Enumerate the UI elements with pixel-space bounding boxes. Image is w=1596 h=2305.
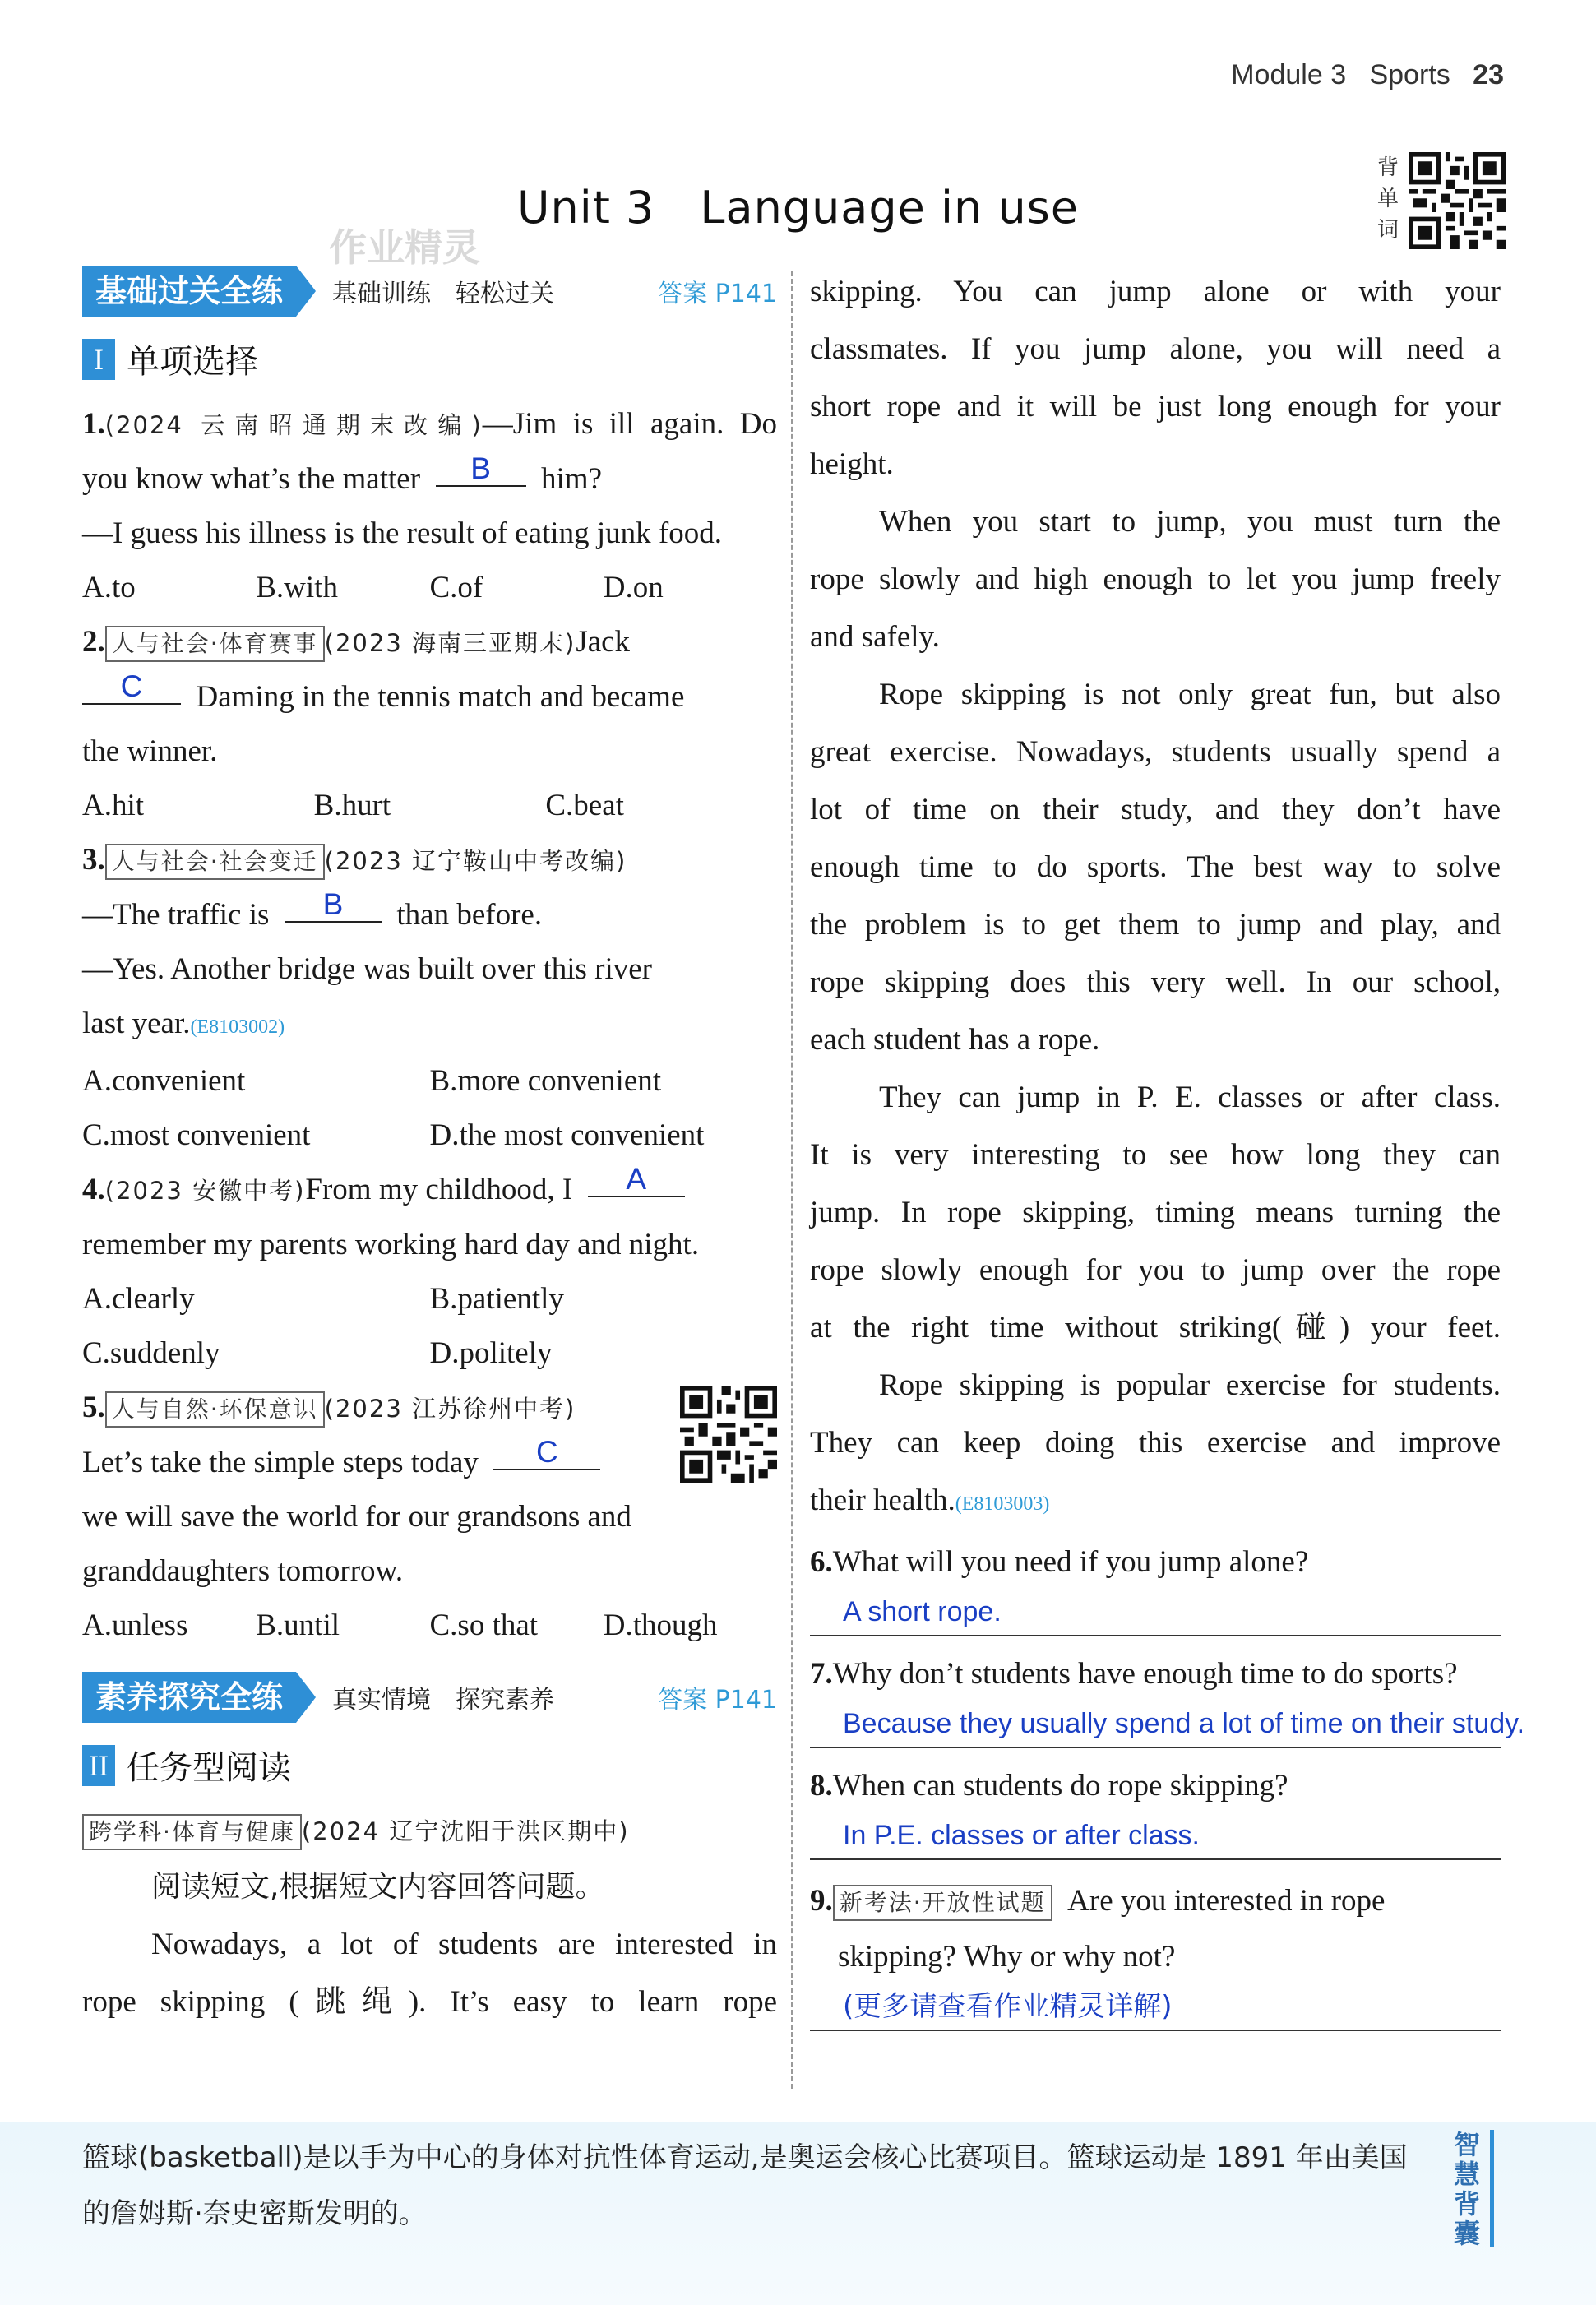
passage-line: short rope and it will be just long enough for your bbox=[810, 390, 1501, 424]
topic-tag: 人与社会·社会变迁 bbox=[105, 844, 325, 880]
question-1 bbox=[82, 397, 777, 615]
question-3 bbox=[82, 833, 777, 1163]
question-number: 5. bbox=[82, 1391, 105, 1424]
topic-tag: 人与社会·体育赛事 bbox=[105, 626, 325, 662]
question-line: granddaughters tomorrow. bbox=[82, 1554, 404, 1588]
question-source: (2023 辽宁鞍山中考改编) bbox=[324, 847, 627, 875]
banner-tag: 素养探究全练 bbox=[82, 1672, 296, 1723]
column-divider bbox=[791, 271, 793, 2089]
question-line: —I guess his illness is the result of eating junk food. bbox=[82, 516, 722, 550]
question-number: 2. bbox=[82, 625, 105, 659]
question-9 bbox=[810, 1872, 1501, 2031]
question-line bbox=[82, 833, 777, 888]
question-number: 8. bbox=[810, 1769, 833, 1803]
option[interactable]: D.though bbox=[603, 1608, 718, 1642]
question-text: Are you interested in rope bbox=[1067, 1884, 1386, 1918]
qr-caption bbox=[1376, 152, 1400, 246]
passage-line: each student has a rope. bbox=[810, 1023, 1100, 1057]
answer-reference[interactable]: 答案 P141 bbox=[658, 280, 777, 308]
question-2 bbox=[82, 615, 777, 833]
option[interactable]: D.the most convenient bbox=[429, 1118, 705, 1152]
unit-title: Unit 3 Language in use bbox=[516, 182, 1080, 234]
option[interactable]: B.more convenient bbox=[429, 1064, 662, 1098]
question-text: Daming in the tennis match and became bbox=[196, 680, 685, 714]
answer-reference[interactable]: 答案 P141 bbox=[658, 1686, 777, 1715]
option[interactable]: A.clearly bbox=[82, 1282, 195, 1316]
question-line: remember my parents working hard day and night. bbox=[82, 1228, 700, 1261]
tip-text: 篮球(basketball)是以手为中心的身体对抗性体育运动,是奥运会核心比赛项目。篮球运动是 1891 年由美国的詹姆斯·奈史密斯发明的。 bbox=[82, 2141, 1408, 2230]
section-number: II bbox=[82, 1745, 115, 1786]
option[interactable]: A.unless bbox=[82, 1608, 188, 1642]
question-line bbox=[82, 1436, 777, 1490]
question-number: 9. bbox=[810, 1884, 833, 1918]
option[interactable]: B.with bbox=[256, 571, 338, 604]
passage-line: classmates. If you jump alone, you will need a bbox=[810, 332, 1501, 366]
option[interactable]: A.hit bbox=[82, 789, 145, 822]
option[interactable]: C.suddenly bbox=[82, 1336, 220, 1370]
topic-tag: 新考法·开放性试题 bbox=[833, 1885, 1052, 1921]
passage-line: great exercise. Nowadays, students usually spend a bbox=[810, 735, 1501, 769]
option[interactable]: C.beat bbox=[545, 789, 624, 822]
question-text: last year. bbox=[82, 1007, 191, 1040]
question-8 bbox=[810, 1760, 1501, 1860]
answer-blank[interactable]: B bbox=[436, 452, 526, 487]
question-line: the winner. bbox=[82, 734, 218, 768]
question-line bbox=[82, 1381, 777, 1436]
passage-line: skipping. You can jump alone or with your bbox=[810, 275, 1501, 308]
section-title: 任务型阅读 bbox=[127, 1749, 291, 1787]
topic-tag: 人与自然·环保意识 bbox=[105, 1391, 325, 1428]
question-source: (2024 云南昭通期末改编) bbox=[104, 411, 483, 439]
option[interactable]: A.convenient bbox=[82, 1064, 246, 1098]
question-line bbox=[82, 1163, 777, 1218]
banner-explore bbox=[82, 1669, 777, 1725]
question-6 bbox=[810, 1536, 1501, 1636]
right-column bbox=[810, 263, 1525, 2043]
question-text: you know what’s the matter bbox=[82, 462, 421, 496]
banner-subtitle: 真实情境 探究素养 bbox=[332, 1686, 555, 1715]
passage-line: height. bbox=[810, 447, 894, 481]
question-line bbox=[810, 1760, 1501, 1812]
question-line bbox=[82, 888, 777, 942]
passage-line: rope slowly and high enough to let you jump freely bbox=[810, 562, 1501, 596]
passage-text: their health. bbox=[810, 1483, 955, 1517]
options-row bbox=[82, 1599, 777, 1653]
reading-source: (2024 辽宁沈阳于洪区期中) bbox=[301, 1817, 630, 1845]
passage-line: rope skipping does this very well. In our school, bbox=[810, 965, 1501, 999]
answer-line[interactable]: Because they usually spend a lot of time on their study. bbox=[810, 1701, 1501, 1748]
question-line bbox=[82, 997, 777, 1054]
qr-code-icon[interactable] bbox=[680, 1386, 777, 1483]
question-line bbox=[810, 1648, 1501, 1701]
reading-passage-continued bbox=[810, 263, 1501, 1533]
watermark: 作业精灵 bbox=[329, 225, 480, 270]
passage-line: and safely. bbox=[810, 620, 940, 654]
question-text: From my childhood, I bbox=[305, 1173, 573, 1206]
passage-line: enough time to do sports. The best way to solve bbox=[810, 850, 1501, 884]
left-column bbox=[82, 263, 777, 2031]
question-code[interactable]: (E8103002) bbox=[190, 1016, 285, 1038]
passage-line: Nowadays, a lot of students are interested in bbox=[151, 1928, 777, 1961]
options-row bbox=[82, 1272, 777, 1326]
passage-line: Rope skipping is not only great fun, but also bbox=[879, 678, 1501, 711]
question-text: Jack bbox=[576, 625, 631, 659]
passage-line bbox=[810, 1472, 1501, 1533]
option[interactable]: B.hurt bbox=[313, 789, 391, 822]
question-number: 7. bbox=[810, 1657, 833, 1691]
question-line bbox=[82, 615, 777, 670]
question-number: 1. bbox=[82, 407, 105, 441]
question-4 bbox=[82, 1163, 777, 1381]
answer-blank[interactable]: C bbox=[82, 670, 181, 705]
question-text: Let’s take the simple steps today bbox=[82, 1446, 479, 1479]
options-row bbox=[82, 561, 777, 615]
qr-caption-char: 背 bbox=[1376, 155, 1399, 180]
question-text: him? bbox=[541, 462, 603, 496]
passage-line: rope skipping (跳绳). It’s easy to learn rope bbox=[82, 1985, 777, 2019]
qr-code-icon[interactable] bbox=[1409, 152, 1506, 249]
passage-line: at the right time without striking(碰) your feet. bbox=[810, 1311, 1501, 1345]
running-head bbox=[1231, 59, 1504, 91]
question-7 bbox=[810, 1648, 1525, 1748]
question-line bbox=[82, 670, 777, 724]
passage-line: jump. In rope skipping, timing means turning the bbox=[810, 1196, 1501, 1229]
question-text: than before. bbox=[396, 898, 543, 932]
answer-blank[interactable]: C bbox=[493, 1436, 600, 1470]
passage-line: They can keep doing this exercise and improve bbox=[810, 1426, 1501, 1460]
answer-line[interactable]: In P.E. classes or after class. bbox=[810, 1812, 1501, 1860]
options-row bbox=[82, 1054, 777, 1109]
topic-label: Sports bbox=[1369, 59, 1450, 90]
banner-subtitle: 基础训练 轻松过关 bbox=[332, 280, 555, 308]
question-number: 4. bbox=[82, 1173, 105, 1206]
options-row bbox=[82, 779, 777, 833]
question-line bbox=[82, 397, 777, 452]
question-source: (2023 海南三亚期末) bbox=[324, 629, 576, 657]
option[interactable]: C.so that bbox=[429, 1608, 539, 1642]
options-row bbox=[82, 1109, 777, 1163]
passage-line: the problem is to get them to jump and play, and bbox=[810, 908, 1501, 942]
question-line: we will save the world for our grandsons and bbox=[82, 1500, 631, 1534]
topic-tag: 跨学科·体育与健康 bbox=[82, 1814, 302, 1850]
option[interactable]: D.on bbox=[603, 571, 664, 604]
question-text: —The traffic is bbox=[82, 898, 270, 932]
passage-line: lot of time on their study, and they don’t have bbox=[810, 793, 1501, 826]
answer-line[interactable]: A short rope. bbox=[810, 1589, 1501, 1636]
question-line bbox=[82, 452, 777, 507]
qr-caption-char: 单 bbox=[1376, 187, 1399, 211]
tip-side-bar bbox=[1490, 2130, 1494, 2247]
option[interactable]: B.until bbox=[256, 1608, 340, 1642]
question-text: Why don’t students have enough time to do sports? bbox=[832, 1657, 1458, 1691]
reading-passage-start bbox=[82, 1803, 777, 2031]
section-number: I bbox=[82, 339, 115, 380]
reading-source-line bbox=[82, 1803, 777, 1858]
passage-line: rope slowly enough for you to jump over the rope bbox=[810, 1253, 1501, 1287]
question-number: 3. bbox=[82, 843, 105, 877]
section-title: 单项选择 bbox=[127, 343, 258, 381]
question-line: —Yes. Another bridge was built over this river bbox=[82, 952, 652, 986]
question-text: What will you need if you jump alone? bbox=[832, 1545, 1309, 1579]
option[interactable]: C.of bbox=[429, 571, 483, 604]
question-number: 6. bbox=[810, 1545, 833, 1579]
question-5 bbox=[82, 1381, 777, 1653]
question-line bbox=[810, 1872, 1501, 1931]
question-line: skipping? Why or why not? bbox=[838, 1940, 1176, 1974]
passage-line: Rope skipping is popular exercise for students. bbox=[879, 1368, 1501, 1402]
question-source: (2023 江苏徐州中考) bbox=[324, 1395, 576, 1423]
passage-line: They can jump in P. E. classes or after class. bbox=[879, 1081, 1501, 1114]
tip-side-label: 智慧背囊 bbox=[1453, 2129, 1480, 2249]
reading-instruction: 阅读短文,根据短文内容回答问题。 bbox=[151, 1870, 605, 1904]
banner-tag: 基础过关全练 bbox=[82, 266, 296, 317]
question-source: (2023 安徽中考) bbox=[104, 1177, 306, 1205]
answer-blank[interactable]: A bbox=[588, 1163, 685, 1197]
answer-blank[interactable]: B bbox=[285, 888, 382, 923]
banner-basic bbox=[82, 263, 777, 319]
options-row bbox=[82, 1326, 777, 1381]
page-number: 23 bbox=[1473, 59, 1504, 90]
passage-code[interactable]: (E8103003) bbox=[955, 1493, 1050, 1515]
option[interactable]: D.politely bbox=[429, 1336, 553, 1370]
section-heading bbox=[82, 336, 777, 382]
question-text: When can students do rope skipping? bbox=[832, 1769, 1288, 1803]
option[interactable]: C.most convenient bbox=[82, 1118, 311, 1152]
passage-line: It is very interesting to see how long they can bbox=[810, 1138, 1501, 1172]
section-heading bbox=[82, 1742, 777, 1789]
option[interactable]: B.patiently bbox=[429, 1282, 564, 1316]
answer-line[interactable]: (更多请查看作业精灵详解) bbox=[810, 1983, 1501, 2031]
option[interactable]: A.to bbox=[82, 571, 136, 604]
module-label: Module 3 bbox=[1231, 59, 1347, 90]
qr-caption-char: 词 bbox=[1376, 218, 1399, 243]
passage-line: When you start to jump, you must turn the bbox=[879, 505, 1501, 539]
question-text: —Jim is ill again. Do bbox=[482, 407, 777, 441]
question-line bbox=[810, 1536, 1501, 1589]
